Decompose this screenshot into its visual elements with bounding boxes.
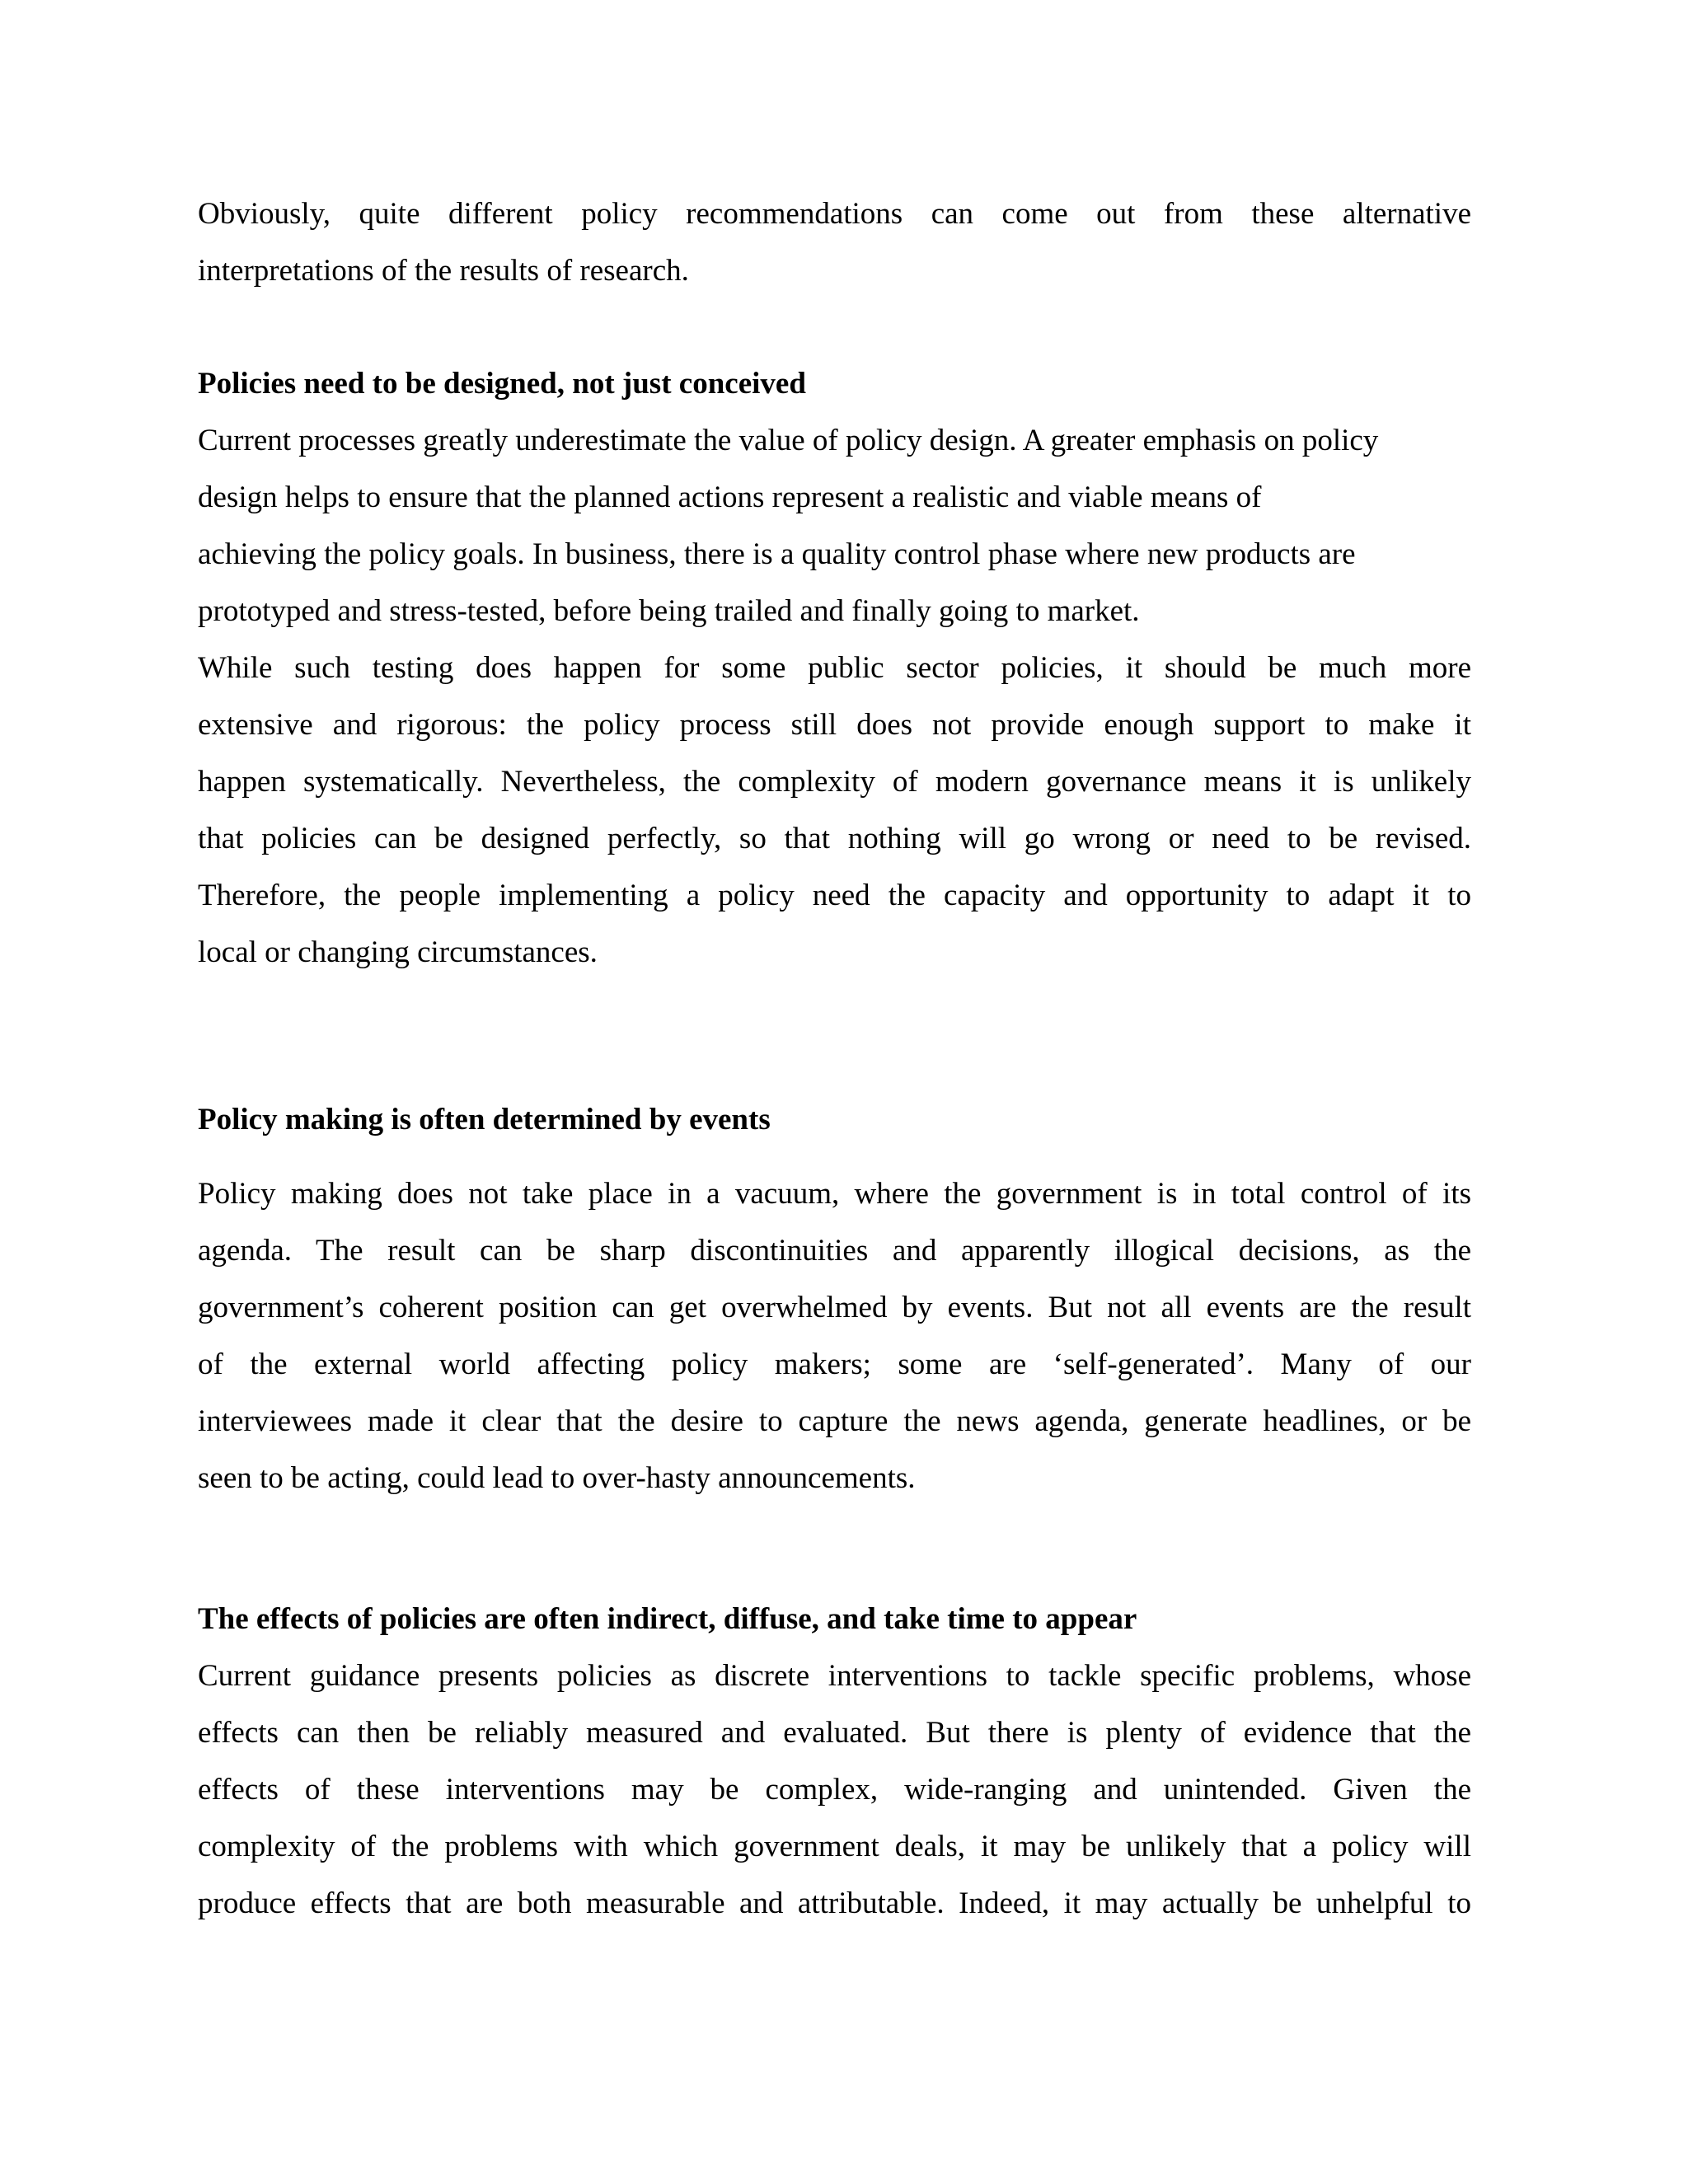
paragraph-line: Obviously, quite different policy recommendations can come out from these alternative	[198, 197, 1471, 231]
paragraph-line: effects can then be reliably measured and evaluated. But there is plenty of evidence that the	[198, 1716, 1471, 1750]
paragraph-line: design helps to ensure that the planned actions represent a realistic and viable means of	[198, 480, 1262, 514]
paragraph-line: interpretations of the results of research.	[198, 254, 689, 288]
paragraph-line: extensive and rigorous: the policy process still does not provide enough support to make it	[198, 708, 1471, 742]
paragraph-line: effects of these interventions may be complex, wide-ranging and unintended. Given the	[198, 1773, 1471, 1807]
paragraph-line: of the external world affecting policy makers; some are ‘self-generated’. Many of our	[198, 1347, 1471, 1381]
paragraph-line: While such testing does happen for some public sector policies, it should be much more	[198, 651, 1471, 685]
section-heading: Policies need to be designed, not just conceived	[198, 367, 806, 401]
paragraph-line: Current processes greatly underestimate the value of policy design. A greater emphasis on policy	[198, 424, 1379, 457]
paragraph-line: agenda. The result can be sharp discontinuities and apparently illogical decisions, as the	[198, 1234, 1471, 1268]
paragraph-line: complexity of the problems with which government deals, it may be unlikely that a policy will	[198, 1830, 1471, 1863]
paragraph-line: Policy making does not take place in a vacuum, where the government is in total control of its	[198, 1177, 1471, 1211]
paragraph-line: government’s coherent position can get overwhelmed by events. But not all events are the result	[198, 1291, 1471, 1324]
paragraph-line: prototyped and stress-tested, before being trailed and finally going to market.	[198, 594, 1140, 628]
paragraph-line: that policies can be designed perfectly, so that nothing will go wrong or need to be revised.	[198, 822, 1471, 855]
paragraph-line: local or changing circumstances.	[198, 935, 598, 969]
paragraph-line: Current guidance presents policies as discrete interventions to tackle specific problems, whose	[198, 1659, 1471, 1693]
paragraph-line: interviewees made it clear that the desire to capture the news agenda, generate headlines, or be	[198, 1404, 1471, 1438]
paragraph-line: achieving the policy goals. In business, there is a quality control phase where new products are	[198, 537, 1356, 571]
paragraph-line: Therefore, the people implementing a policy need the capacity and opportunity to adapt it to	[198, 879, 1471, 912]
paragraph-line: happen systematically. Nevertheless, the complexity of modern governance means it is unlikely	[198, 765, 1471, 799]
document-page	[198, 0, 1471, 2184]
paragraph-line: produce effects that are both measurable and attributable. Indeed, it may actually be unhelpful to	[198, 1886, 1471, 1920]
section-heading: Policy making is often determined by events	[198, 1103, 771, 1137]
paragraph-line: seen to be acting, could lead to over-hasty announcements.	[198, 1461, 916, 1495]
section-heading: The effects of policies are often indirect, diffuse, and take time to appear	[198, 1602, 1137, 1636]
